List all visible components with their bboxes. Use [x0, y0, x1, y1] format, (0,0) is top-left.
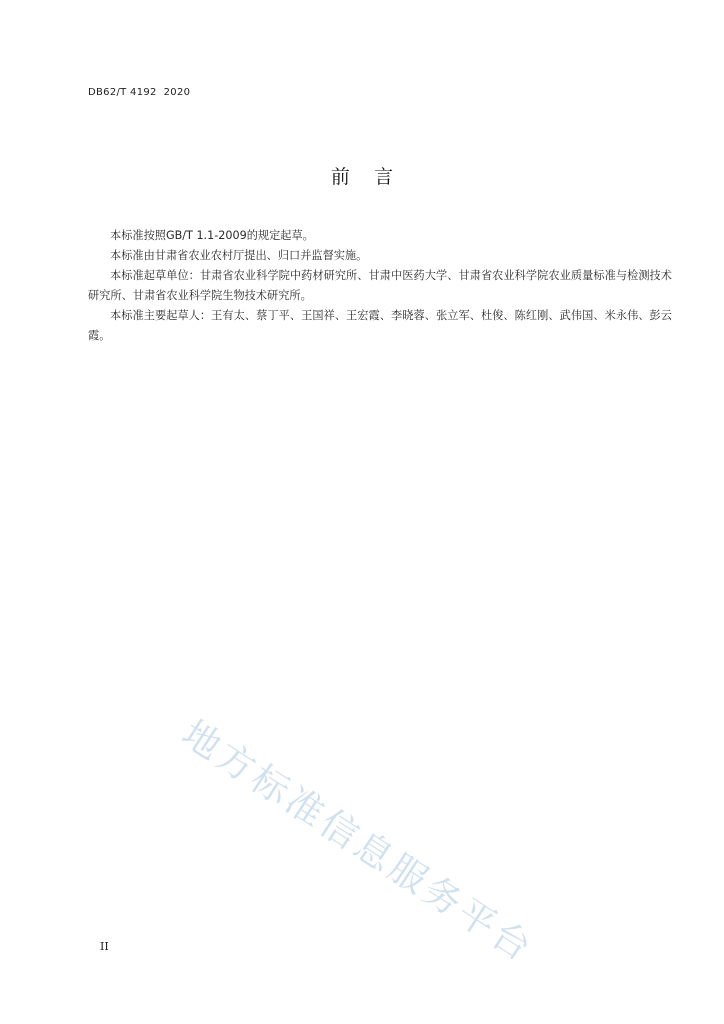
watermark: 地方标准信息服务平台 — [174, 711, 542, 972]
document-code: DB62/T 4192 2020 — [88, 87, 191, 98]
page-number: II — [100, 940, 109, 953]
paragraph-drafting-rule: 本标准按照GB/T 1.1-2009的规定起草。 — [110, 229, 314, 242]
paragraph-main-drafters: 本标准主要起草人：王有太、蔡丁平、王国祥、王宏霞、李晓蓉、张立军、杜俊、陈红刚、武伟国、米永伟、彭云霞。 — [88, 309, 672, 342]
paragraph-proposer: 本标准由甘肃省农业农村厅提出、归口并监督实施。 — [110, 249, 368, 262]
paragraph-drafting-units: 本标准起草单位：甘肃省农业科学院中药材研究所、甘肃中医药大学、甘肃省农业科学院农业质量标准与检测技术研究所、甘肃省农业科学院生物技术研究所。 — [88, 269, 672, 302]
section-title: 前 言 — [330, 166, 394, 188]
foreword-body — [88, 226, 672, 346]
